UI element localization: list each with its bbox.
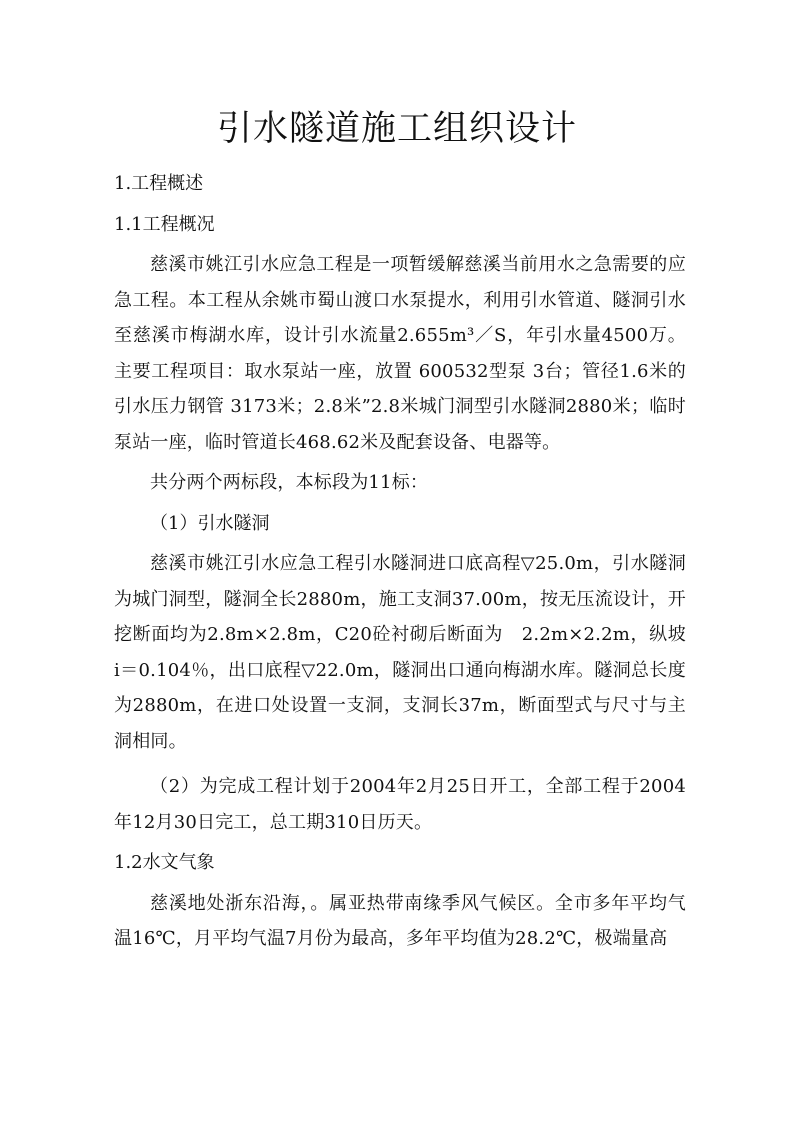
paragraph-tunnel: 慈溪市姚江引水应急工程引水隧洞进口底高程▽25.0m，引水隧洞为城门洞型，隧洞全长2880m，施工支洞37.00m，按无压流设计，开挖断面均为2.8m×2.8m，C20砼衬砌后断面为 2.2m×2.2m，纵坡 i＝0.104％，出口底程▽22.0m，隧洞出口通向梅湖水库。隧洞总长度为2880m，在进口处设置一支洞，支洞长37m，断面型式与尺寸与主洞相同。 — [114, 553, 686, 752]
section-heading-1-2: 1.2水文气象 — [114, 852, 215, 873]
section-heading-1-1: 1.1工程概况 — [114, 213, 215, 235]
section-heading-1: 1.工程概述 — [114, 173, 204, 194]
paragraph-overview: 慈溪市姚江引水应急工程是一项暂缓解慈溪当前用水之急需要的应急工程。本工程从余姚市蜀山渡口水泵提水，利用引水管道、隧洞引水至慈溪市梅湖水库，设计引水流量2.655m³／S，年引水量4500万。主要工程项目：取水泵站一座，放置 600532型泵 3台；管径1.6米的引水压力钢管 3173米；2.8米”2.8米城门洞型引水隧洞2880米；临时泵站一座，临时管道长468.62米及配套设备、电器等。 — [114, 254, 686, 453]
paragraph-tunnel-heading: （1）引水隧洞 — [150, 512, 270, 534]
paragraph-climate: 慈溪地处浙东沿海，。属亚热带南缘季风气候区。全市多年平均气温16℃，月平均气温7月份为最高，多年平均值为28.2℃，极端量高 — [114, 892, 686, 949]
document-title: 引水隧道施工组织设计 — [216, 109, 577, 149]
paragraph-sections: 共分两个两标段，本标段为11标： — [150, 472, 429, 493]
document-body — [114, 166, 686, 957]
paragraph-schedule: （2）为完成工程计划于2004年2月25日开工，全部工程于2004年12月30日完工，总工期310日历天。 — [114, 776, 686, 833]
